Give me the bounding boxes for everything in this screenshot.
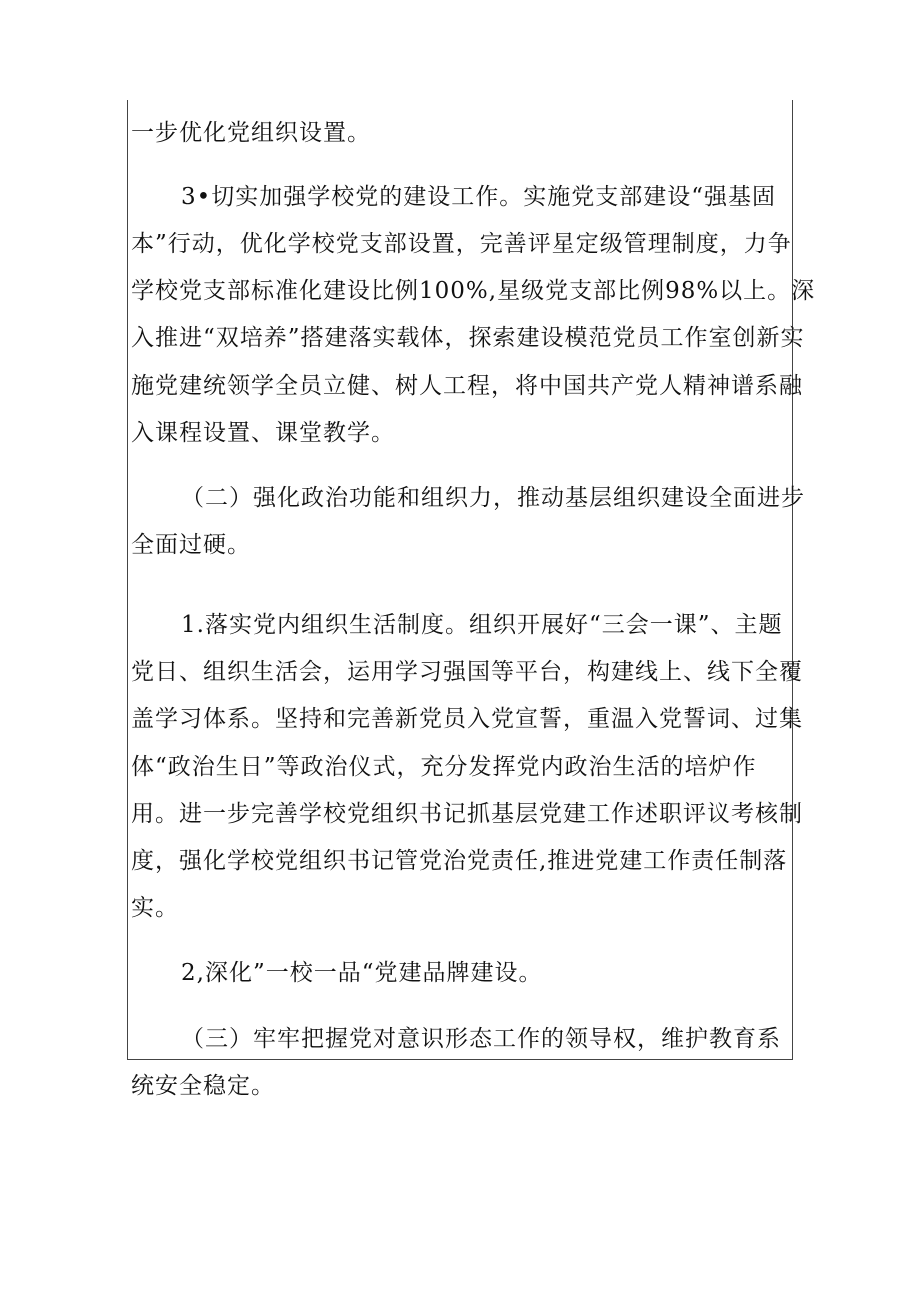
text-line: 入推进“双培养”搭建落实载体，探索建设模范党员工作室创新实 bbox=[131, 325, 805, 351]
text-line: （三）牢牢把握党对意识形态工作的领导权，维护教育系 bbox=[181, 1026, 781, 1052]
text-line: 施党建统领学全员立健、树人工程，将中国共产党人精神谱系融 bbox=[131, 373, 803, 399]
text-line: 1.落实党内组织生活制度。组织开展好“三会一课”、主题 bbox=[181, 612, 783, 638]
text-line: 入课程设置、课堂教学。 bbox=[131, 420, 395, 446]
text-line: 全面过硬。 bbox=[131, 532, 251, 558]
text-line: 2,深化”一校一品“党建品牌建设。 bbox=[181, 960, 543, 986]
text-line: 学校党支部标准化建设比例100%,星级党支部比例98%以上。深 bbox=[131, 278, 816, 304]
text-line: 一步优化党组织设置。 bbox=[131, 120, 371, 146]
text-line: 用。进一步完善学校党组织书记抓基层党建工作述职评议考核制 bbox=[131, 801, 803, 827]
text-line: 3•切实加强学校党的建设工作。实施党支部建设“强基固 bbox=[181, 184, 776, 210]
text-line: 统安全稳定。 bbox=[131, 1073, 275, 1099]
text-line: 体“政治生日”等政治仪式，充分发挥党内政治生活的培炉作 bbox=[131, 754, 757, 780]
text-line: 实。 bbox=[131, 895, 179, 921]
text-line: 度，强化学校党组织书记管党治党责任,推进党建工作责任制落 bbox=[131, 848, 788, 874]
text-line: 本”行动，优化学校党支部设置，完善评星定级管理制度，力争 bbox=[131, 231, 792, 257]
text-line: 盖学习体系。坚持和完善新党员入党宣誓，重温入党誓词、过集 bbox=[131, 706, 803, 732]
text-line: 党日、组织生活会，运用学习强国等平台，构建线上、线下全覆 bbox=[131, 659, 803, 685]
text-line: （二）强化政治功能和组织力，推动基层组织建设全面进步 bbox=[181, 485, 805, 511]
